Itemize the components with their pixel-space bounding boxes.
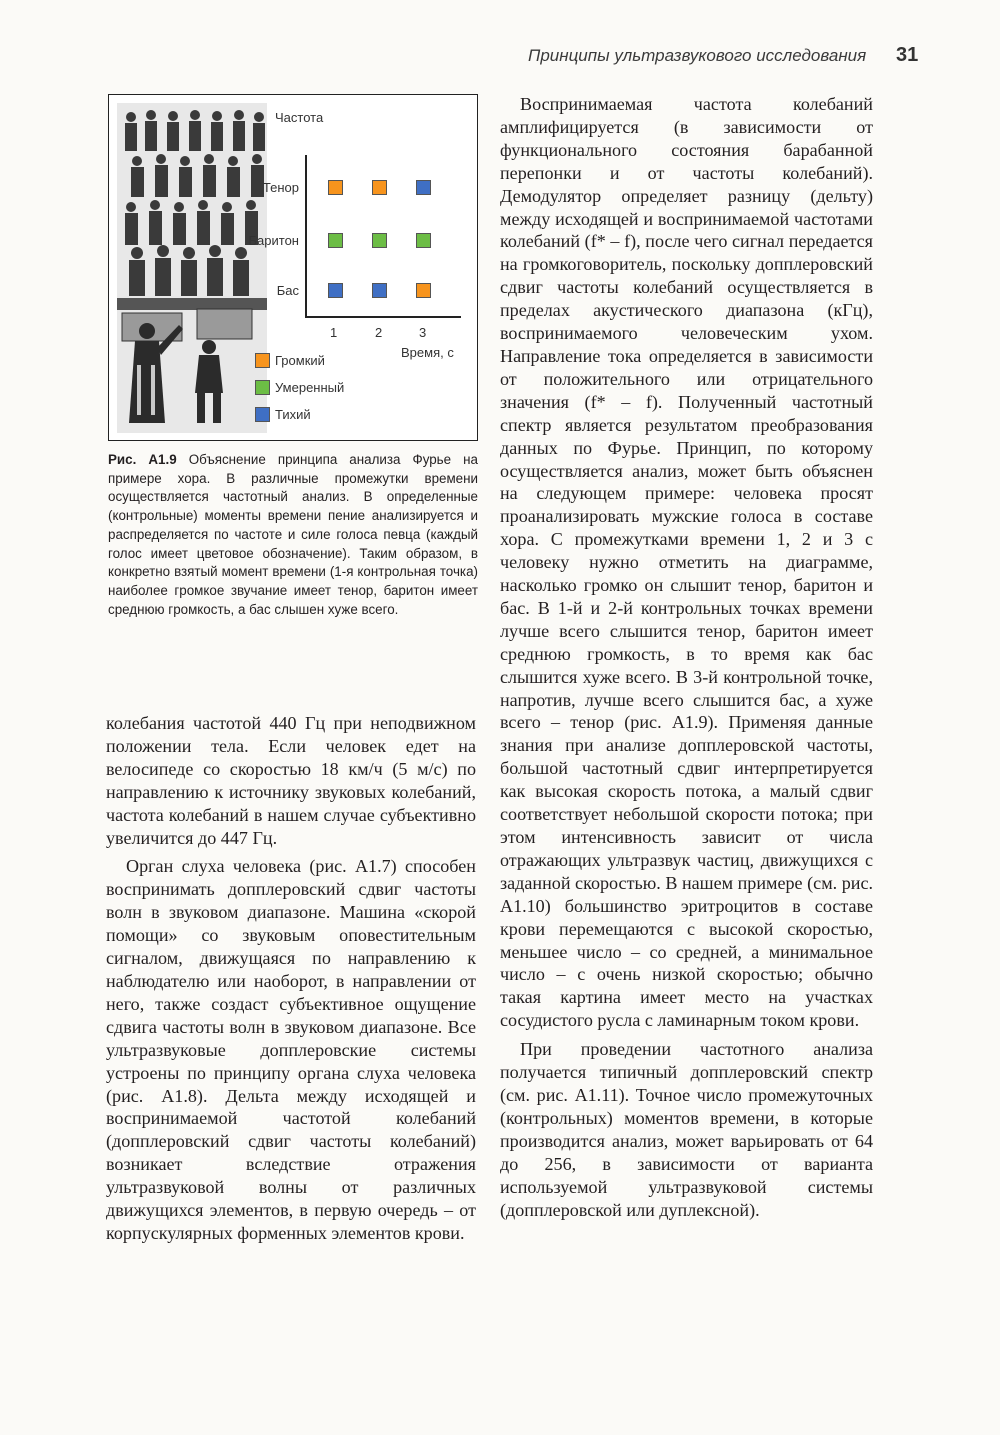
left-column bbox=[106, 712, 476, 1245]
legend-swatch-medium bbox=[255, 380, 270, 395]
grid-square-medium bbox=[372, 233, 387, 248]
paragraph: колебания частотой 440 Гц при неподвижном положении тела. Если человек едет на велосипеде со скоростью 18 км/ч (5 м/с) по направлению к источнику звуковых колебаний, частота колебаний в нашем случае субъективно увеличится до 447 Гц. bbox=[106, 713, 476, 848]
paragraph: Орган слуха человека (рис. А1.7) способен воспринимать допплеровский сдвиг частоты волн в звуковом диапазоне. Машина «скорой помощи» со звуковым оповестительным сигналом, движущаяся по направлению к наблюдателю или наоборот, в направлении от него, также создаст субъективное ощущение сдвига частоты волн в звуковом диапазоне. Все ультразвуковые допплеровские системы устроены по принципу органа слуха человека (рис. А1.8). Дельта между исходящей и воспринимаемой частотой колебаний (допплеровский сдвиг частоты колебаний) возникает вследствие отражения ультразвуковой волны от различных движущихся элементов, в первую очередь – от корпускулярных форменных элементов крови. bbox=[106, 856, 476, 1243]
choir-illustration bbox=[117, 103, 267, 433]
x-tick-3: 3 bbox=[419, 325, 427, 340]
legend-label-quiet: Тихий bbox=[275, 407, 311, 422]
grid-square-loud bbox=[328, 180, 343, 195]
running-header-title: Принципы ультразвукового исследования bbox=[528, 46, 867, 65]
x-tick-2: 2 bbox=[375, 325, 383, 340]
legend-label-medium: Умеренный bbox=[275, 380, 345, 395]
row-label-baritone: Баритон bbox=[248, 233, 299, 248]
paragraph: При проведении частотного анализа получается типичный допплеровский спектр (см. рис. А1.11). Точное число промежуточных (контрольных) моментов времени, в которые производится анализ, может варьировать от 64 до 256, в зависимости от варианта используемой ультразвуковой системы (допплеровской или дуплексной). bbox=[500, 1039, 873, 1220]
legend-swatch-loud bbox=[255, 353, 270, 368]
grid-square-quiet bbox=[328, 283, 343, 298]
paragraph: Воспринимаемая частота колебаний амплифицируется (в зависимости от функционального состояния барабанной перепонки и от частоты колебаний). Демодулятор определяет разницу (дельту) между исходящей и воспринимаемой частотами колебаний (f* – f), после чего сигнал передается на громкоговоритель, поскольку допплеровский сдвиг частоты колебаний осуществляется в пределах акустического диапазона (кГц), воспринимаемого человеческим ухом. Направление тока определяется в зависимости от положительного или отрицательного значения (f* – f). Полученный частотный спектр является результатом преобразования данных по Фурье. Принцип, по которому осуществляется анализ, может быть объяснен на следующем примере: человека просят проанализировать мужские голоса в составе хора. С промежутками времени 1, 2 и 3 с человеку нужно отметить на диаграмме, насколько громко он слышит тенор, баритон и бас. В 1-й и 2-й контрольных точках времени лучше всего слышится тенор, баритон имеет среднюю громкость, в то время как бас слышится хуже всего. В 3-й контрольной точке, напротив, лучше всего слышится бас, а хуже всего – тенор (рис. А1.9). Применяя данные знания при анализе допплеровской частоты, большой частотный сдвиг интерпретируется как высокая скорость потока, а малый сдвиг соответствует небольшой скорости потока; при этом интенсивность зависит от числа отражающих ультразвук частиц, движущихся с заданной скоростью. В нашем примере (см. рис. А1.10) большинство эритроцитов в составе крови перемещаются с высокой скоростью, меньшее число – со средней, а минимальное число – с очень низкой скоростью; обычно такая картина имеет место на участках сосудистого русла с ламинарным током крови. bbox=[500, 94, 873, 1031]
row-label-bass: Бас bbox=[276, 283, 299, 298]
x-tick-1: 1 bbox=[330, 325, 338, 340]
x-axis-label: Время, с bbox=[401, 345, 454, 360]
y-axis-line bbox=[305, 155, 307, 317]
grid-square-quiet bbox=[416, 180, 431, 195]
x-axis-line bbox=[305, 316, 461, 318]
row-label-tenor: Тенор bbox=[262, 180, 299, 195]
figure-a1-9 bbox=[108, 94, 478, 441]
figure-caption bbox=[108, 451, 478, 619]
page-number: 31 bbox=[896, 44, 919, 66]
grid-square-quiet bbox=[372, 283, 387, 298]
legend-swatch-quiet bbox=[255, 407, 270, 422]
grid-square-medium bbox=[328, 233, 343, 248]
grid-square-loud bbox=[372, 180, 387, 195]
right-column bbox=[500, 93, 873, 1221]
grid-square-medium bbox=[416, 233, 431, 248]
caption-text: Объяснение принципа анализа Фурье на примере хора. В различные промежутки времени осуществляется частотный анализ. В определенные (контрольные) моменты времени пение анализируется и распределяется по частоте и силе голоса певца (каждый голос имеет цветовое обозначение). Таким образом, в конкретно взятый момент времени (1-я контрольная точка) наиболее громкое звучание имеет тенор, баритон имеет среднюю громкость, а бас слышен хуже всего. bbox=[108, 452, 478, 617]
caption-label: Рис. А1.9 bbox=[108, 452, 177, 467]
y-axis-label: Частота bbox=[275, 110, 324, 125]
grid-square-loud bbox=[416, 283, 431, 298]
legend-label-loud: Громкий bbox=[275, 353, 325, 368]
